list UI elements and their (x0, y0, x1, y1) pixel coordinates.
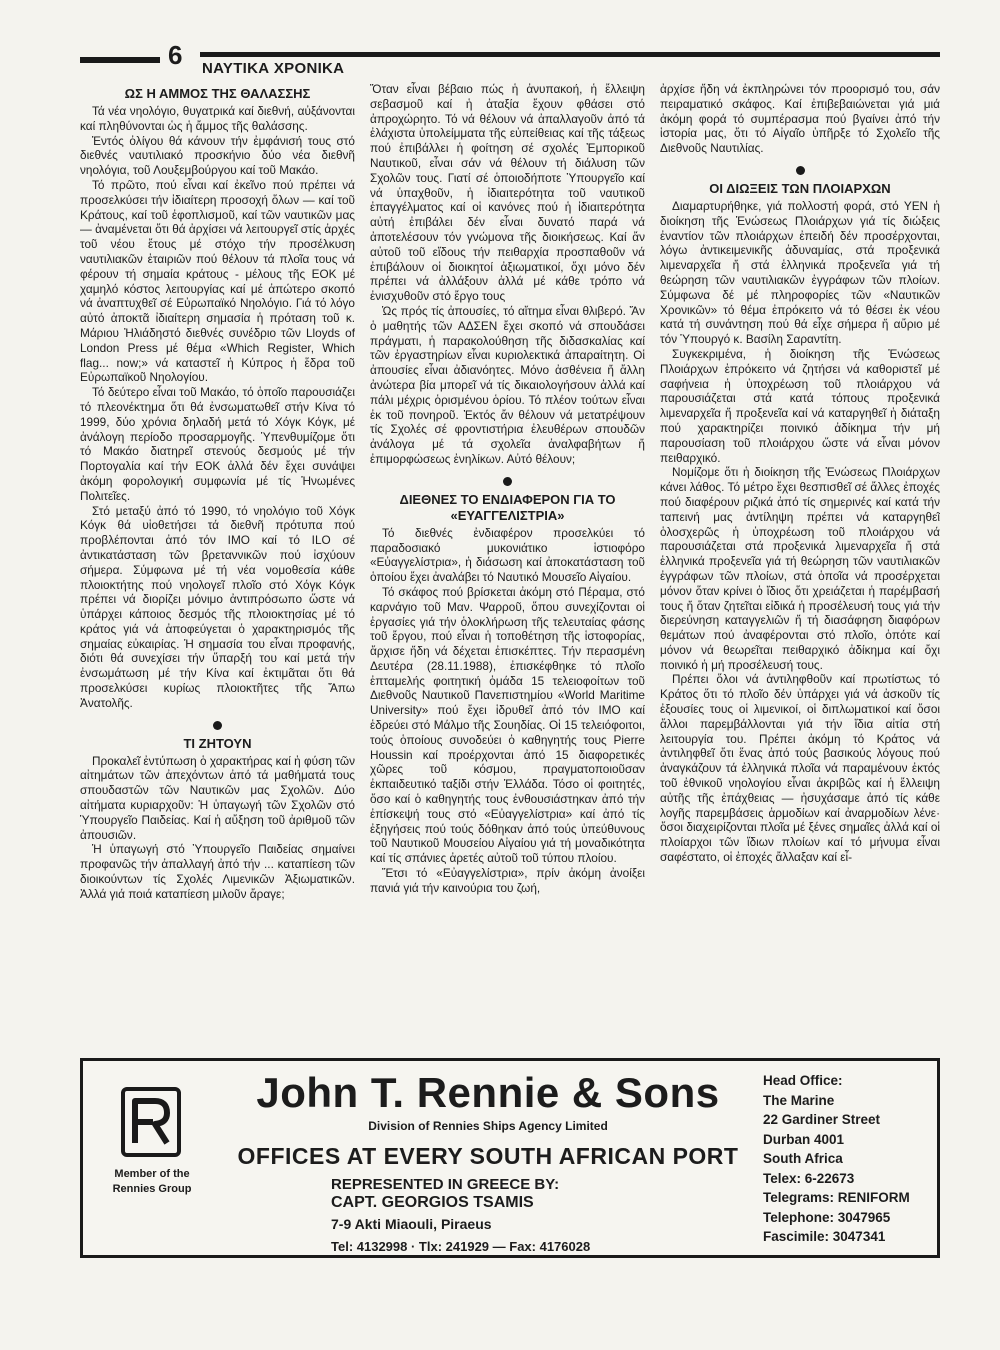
paragraph: Τό πρῶτο, πού εἶναι καί ἐκεῖνο πού πρέπει νά προσελκύσει τήν ἰδιαίτερη προσοχή ὅλων — καί τοῦ Κράτους, καί τοῦ ἐφοπλισμοῦ, καί τῶν ναυτικῶν μας — ἀναμένεται ὅτι θά ἀρχίσει νά λειτουργεῖ στίς ἀρχές τοῦ νέου ἔτους μέ στόχο τήν προσέλκυση ναυτιλιακῶν ἑταιριῶν πού θέλουν τά πλοῖα τους νά φέρουν τή σημαία κράτους - μέλους τῆς ΕΟΚ μέ χαμηλό κόστος λειτουργίας καί μέ ἀπώτερο σκοπό νά ἀναπτυχθεῖ σέ Εὐρωπαϊκό Νηολόγιο. Γιά τό λόγο αὐτό ἀποκτᾶ ἰδιαίτερη σημασία ἡ πρόταση τοῦ κ. Μάριου Ἠλιάδηστό διεθνές συνέδριο τῶν Lloyds of London Press μέ θέμα «Which Register, Which flag... now;» νά καταστεῖ ἡ Κύπρος ἡ ἕδρα τοῦ Εὐρωπαϊκοῦ Νηολογίου. (80, 177, 355, 385)
article-heading-sand: ΩΣ Η ΑΜΜΟΣ ΤΗΣ ΘΑΛΑΣΣΗΣ (124, 86, 311, 101)
header-rule-right (200, 52, 940, 57)
column-3 (660, 82, 940, 1040)
article-heading-captains: ΟΙ ΔΙΩΞΕΙΣ ΤΩΝ ΠΛΟΙΑΡΧΩΝ (709, 180, 891, 196)
offices-tagline: OFFICES AT EVERY SOUTH AFRICAN PORT (237, 1143, 739, 1169)
head-office-block (763, 1071, 910, 1247)
head-office-telex: Telex: 6-22673 (763, 1170, 855, 1186)
member-line-1: Member of the (114, 1168, 190, 1180)
paragraph: Ὡς πρός τίς ἀπουσίες, τό αἴτημα εἶναι θλιβερό. Ἄν ὁ μαθητής τῶν ΑΔΣΕΝ ἔχει σκοπό νά σπουδάσει πράγματι, ἡ παρακολούθηση τῆς διδασκαλίας καί τῶν ἐργαστηρίων εἶναι κυριολεκτικά ἀπαραίτητη. Οἱ ἀπουσίες εἶναι ἀδιανόητες. Μόνο ἀσθένεια ἤ ἄλλη ἀνώτερα βία μπορεῖ νά τίς δικαιολογήσουν ἀλλά καί πάλι μέχρις ὁρισμένου ὁρίου. Τό πλέον τούτων εἶναι ἐκ τοῦ πονηροῦ. Ἐκτός ἄν θέλουν νά μετατρέψουν τίς Σχολές σέ φροντιστήρια ἐλευθέρων σπουδῶν ἀνάλογα μέ τά σχολεῖα ἀναλφαβήτων ἤ ἐπιμορφώσεως ἐνηλίκων. Αὐτό θέλουν; (370, 303, 645, 466)
member-line-2: Rennies Group (112, 1183, 192, 1195)
paragraph: Στό μεταξύ ἀπό τό 1990, τό νηολόγιο τοῦ Χόγκ Κόγκ θά υἱοθετήσει τά διεθνῆ πρότυπα πού προβλέπονται ἀπό τόν ΙΜΟ καί τό ILO σέ ἀντικατάσταση τῶν βρεταννικῶν πού ἰσχύουν σήμερα. Σύμφωνα μέ τή νέα νομοθεσία κάθε πλοιοκτήτης πού νηολογεῖ πλοῖο στό Χόγκ Κόγκ πρέπει νά διορίζει μόνιμο ἀντιπρόσωπο ὥστε νά ὑπάρχει κάποιος δεσμός τῆς πλοιοκτησίας μέ τό κράτος γιά νά ἀποφεύγεται ὁ χαρακτηρισμός τῆς σημαίας εὐκαιρίας. Ἡ σημασία του εἶναι προφανής, διότι θά συνεχίσει τήν ὕπαρξή του καί μετά τήν ἐνσωμάτωση μέ τήν Κίνα καί ἐκτιμᾶται ὅτι θά προσελκύσει κυρίως πλοιοκτῆτες τῆς Ἄπω Ἀνατολῆς. (80, 503, 355, 710)
paragraph: Προκαλεῖ ἐντύπωση ὁ χαρακτήρας καί ἡ φύση τῶν αἰτημάτων τῶν ἀπεχόντων ἀπό τά μαθήματά τους σπουδαστῶν τῶν Ναυτικῶν μας Σχολῶν. Δύο αἰτήματα κυριαρχοῦν: Ἡ ὑπαγωγή τῶν Σχολῶν στό Ὑπουργεῖο Παιδείας. Καί ἡ αὔξηση τοῦ ἀριθμοῦ τῶν ἀπουσιῶν. (80, 753, 355, 842)
publication-title: ΝΑΥΤΙΚΑ ΧΡΟΝΙΚΑ (202, 60, 345, 77)
section-bullet (503, 477, 512, 486)
paragraph: Διαμαρτυρήθηκε, γιά πολλοστή φορά, στό ΥΕΝ ἡ διοίκηση τῆς Ἑνώσεως Πλοιάρχων γιά τίς διώξεις ἐναντίον τῶν πλοιάρχων ἐπειδή δέν προσέρχονται, λόγω ἀντικειμενικῆς ἀδυναμίας, στά προξενικά λιμεναρχεῖα ἤ στά ἑλληνικά προξενεῖα γιά τή θεώρηση τῶν ναυτιλιακῶν ἐγγράφων τῶν πλοίων. Σύμφωνα δέ μέ πληροφορίες τῶν «Ναυτικῶν Χρονικῶν» τό θέμα ἐπρόκειτο νά τό θέσει ἐκ νέου κατά τή συνάντηση πού θά εἶχε σήμερα ἤ αὔριο μέ τόν Ὑπουργό κ. Βασίλη Σαραντίτη. (660, 198, 940, 347)
representative-contact: Tel: 4132998 · Tlx: 241929 — Fax: 4176028 (331, 1239, 591, 1254)
company-name: John T. Rennie & Sons (256, 1069, 720, 1116)
paragraph: ἀρχίσε ἤδη νά ἐκπληρώνει τόν προορισμό του, σάν πειραματικό σκάφος. Καί ἐπιβεβαιώνεται γιά μιά ἀκόμη φορά τό συμπέρασμα πού βγαίνει ἀπό τήν ἱστορία μας, ὅτι τό Αἰγαῖο ὑπῆρξε τό Σχολεῖο τῆς Διεθνοῦς Ναυτιλίας. (660, 82, 940, 156)
head-office-label: Head Office: (763, 1073, 843, 1088)
head-office-fax: Fascimile: 3047341 (763, 1229, 886, 1244)
paragraph: Ἔτσι τό «Εὐαγγελίστρια», πρίν ἀκόμη ἀνοίξει πανιά γιά τήν καινούρια του ζωή, (370, 866, 645, 895)
representative-address: 7-9 Akti Miaouli, Piraeus (331, 1216, 492, 1232)
representative-name: CAPT. GEORGIOS TSAMIS (331, 1194, 534, 1211)
page-number: 6 (168, 40, 183, 70)
article-heading-evangelistria: ΔΙΕΘΝΕΣ ΤΟ ΕΝΔΙΑΦΕΡΟΝ ΓΙΑ ΤΟ «ΕΥΑΓΓΕΛΙΣΤΡΙΑ» (399, 491, 616, 523)
article-heading-demands: ΤΙ ΖΗΤΟΥΝ (183, 735, 252, 751)
paragraph: Ἐντός ὀλίγου θά κάνουν τήν ἐμφάνισή τους στό διεθνές ναυτιλιακό προσκήνιο δύο νέα διεθνῆ νηολόγια, τοῦ Λουξεμβούργου καί τοῦ Μακάο. (80, 133, 355, 178)
head-office-country: South Africa (763, 1151, 843, 1166)
head-office-telephone: Telephone: 3047965 (763, 1209, 891, 1225)
head-office-name: The Marine (763, 1092, 835, 1108)
paragraph: Τό σκάφος πού βρίσκεται ἀκόμη στό Πέραμα, στό καρνάγιο τοῦ Μαν. Ψαρροῦ, ὅπου συνεχίζονται οἱ ἐργασίες γιά τήν ὁλοκλήρωση τῆς τελευταίας φάσης τοῦ ἔργου, πού εἶναι ἡ τοποθέτηση τῆς ἱστοφορίας, ἄρχισε ἤδη νά δέχεται ἐπισκέπτες. Τήν περασμένη Δευτέρα (28.11.1988), ἐπισκέφθηκε τό πλοῖο ἐπταμελής φοιτητική ὁμάδα 15 τελειοφοίτων τοῦ Διεθνοῦς Ναυτικοῦ Πανεπιστημίου «World Maritime University» πού ἔχει ἱδρυθεῖ ἀπό τόν ΙΜΟ καί ἑδρεύει στό Μάλμο τῆς Σουηδίας. Οἱ 15 τελειόφοιτοι, τούς ὁποίους συνοδεύει ὁ καθηγητής τους Pierre Houssin καί προέρχονται ἀπό 15 διαφορετικές χῶρες τοῦ κόσμου, πραγματοποιοῦσαν ἐκπαιδευτικό ταξίδι στήν Ἑλλάδα. Τόσο οἱ φοιτητές, ὅσο καί ὁ καθηγητής τους ἐνθουσιάστηκαν ἀπό τήν ἐπίσκεψή τους στό «Εὐαγγελίστρια» καί ἀπό τίς ἐξηγήσεις πού τούς δόθηκαν ἀπό τούς ὑπεύθυνους τοῦ Ναυτικοῦ Μουσείου Αἰγαίου γιά τή μοναδικότητα καί τίς σπάνιες ἀρετές αὐτοῦ τοῦ τύπου πλοίου. (370, 584, 645, 866)
header-rule-left (80, 57, 160, 63)
paragraph: Τό διεθνές ἐνδιαφέρον προσελκύει τό παραδοσιακό μυκονιάτικο ἱστιοφόρο «Εὐαγγελίστρια», ἡ διάσωση καί ἀποκατάσταση τοῦ ὁποίου ἔχει ἀναλάβει τό Ναυτικό Μουσεῖο Αἰγαίου. (370, 525, 645, 585)
head-office-street: 22 Gardiner Street (763, 1112, 881, 1127)
column-2 (370, 82, 645, 1040)
paragraph: Συγκεκριμένα, ἡ διοίκηση τῆς Ἑνώσεως Πλοιάρχων ἐπρόκειτο νά ζητήσει νά καθοριστεῖ μέ σαφήνεια ἡ ὑποχρέωση τοῦ πλοιάρχου νά παρουσιάζεται στά κατά τόπους προξενικά λιμεναρχεῖα ἤ προξενεῖα καί νά καταργηθεῖ ἡ διάταξη πού χαρακτηρίζει ποινικό ἀδίκημα τήν μή παρουσίαση τοῦ πλοιάρχου ὥστε νά εἶναι μόνον πειθαρχικό. (660, 346, 940, 465)
section-bullet (213, 721, 222, 730)
paragraph: Τό δεύτερο εἶναι τοῦ Μακάο, τό ὁποῖο παρουσιάζει τό πλεονέκτημα ὅτι θά ἐνσωματωθεῖ στήν Κίνα τό 1999, δύο χρόνια δηλαδή μετά τό Χόγκ Κόγκ, μέ ἀνάλογη περίοδο προσαρμογῆς. Ὑπενθυμίζομε ὅτι τό Μακάο διατηρεῖ στενούς δεσμούς μέ τήν Πορτογαλία καί τήν ΕΟΚ ἀλλά δέν ἔχει συνάψει ἀκόμη φορολογική συμφωνία μέ τίς Ἡνωμένες Πολιτεῖες. (80, 385, 355, 503)
rennies-logo-icon (121, 1087, 181, 1157)
head-office-telegrams: Telegrams: RENIFORM (763, 1190, 910, 1205)
paragraph: Ὅταν εἶναι βέβαιο πώς ἡ ἀνυπακοή, ἡ ἔλλειψη σεβασμοῦ καί ἡ ἀταξία ἔχουν φθάσει στό ἀπροχώρητο. Τό νά θέλουν νά ἀπαλλαγοῦν ἀπό τά ἐλάχιστα ὑπολείμματα τῆς εὐπείθειας καί τῆς τάξεως πού ἐπιβάλλει ἡ φοίτηση σέ σχολές Ἐμπορικοῦ Ναυτικοῦ, εἶναι σάν νά θέλουν τή διάλυση τῶν Σχολῶν τους. Γιατί σέ ὁποιοδήποτε Ὑπουργεῖο καί νά ὑπαχθοῦν, ἡ ἰδιαιτερότητα τοῦ ναυτικοῦ ἐπαγγέλματος καί οἱ κανόνες πού ἡ ἰδιαιτερότητα αὐτή ἐπιβάλει δέν εἶναι δυνατό παρά νά ἀποτελέσουν τόν γνώμονα τῆς διοικήσεως. Καί ἄν αὐτοῦ τοῦ εἴδους τήν πειθαρχία προσπαθοῦν νά ἐπιβάλουν οἱ διοικητοί ἀξιωματικοί, ὄχι μόνο δέν πρέπει νά ἀλλάξουν ἀλλά μέ κάθε τρόπο νά ἐνισχυθοῦν στό ἔργο τους (370, 82, 645, 304)
head-office-city: Durban 4001 (763, 1131, 845, 1147)
represented-label: REPRESENTED IN GREECE BY: (331, 1176, 560, 1193)
paragraph: Τά νέα νηολόγιο, θυγατρικά καί διεθνή, αὐξάνονται καί πληθύνονται ὡς ἡ ἄμμος τῆς θαλάσσης. (80, 104, 355, 133)
paragraph: Νομίζομε ὅτι ἡ διοίκηση τῆς Ἑνώσεως Πλοιάρχων κάνει λάθος. Τό μέτρο ἔχει θεσπισθεῖ σέ ἄλλες ἐποχές πού διαφέρουν ριζικά ἀπό τίς σημερινές καί κατά τήν ταπεινή μας ἀντίληψη πρέπει νά καταργηθεῖ ὁλοσχερῶς ἡ ὑποχρέωση τοῦ πλοιάρχου νά παρουσιάζεται στά προξενικά λιμεναρχεῖα ἤ στά ἑλληνικά προξενεῖα γιά τή θεώρηση τῶν ναυτιλιακῶν ἐγγράφων τῶν πλοίων, στά ὁποῖα νά προσέρχεται μόνον ὅταν κρίνει ὁ ἴδιος ὅτι χρειάζεται ἡ παρέμβασή τους ἤ ὅταν ζητεῖται εἰδικά ἡ προσέλευσή τους γιά τήν διερεύνηση καταγγελιῶν ἤ τή διασάφηση διαφόρων θεμάτων πού ἀναφέρονται στό πλοῖο, ὁπότε καί μόνον νά θεωρεῖται πειθαρχικό ἀδίκημα καί ὄχι ποινικό ἡ μή προσέλευσή τους. (660, 465, 940, 672)
member-caption (97, 1167, 207, 1197)
paragraph: Πρέπει ὅλοι νά ἀντιληφθοῦν καί πρωτίστως τό Κράτος ὅτι τό πλοῖο δέν ὑπάρχει γιά νά ἀσκοῦν τίς ἐξουσίες τους οἱ λιμενικοί, οἱ διπλωματικοί καί ὅσοι ἄλλοι παρεμβάλλονται γιά τήν ἴδια αἰτία στή λειτουργία του. Πρέπει ἀκόμη τό Κράτος νά ἀντιληφθεῖ ὅτι ἕνας ἀπό τούς βασικούς λόγους πού ἀναγκάζουν τά ἑλληνικά πλοῖα νά παραμένουν ἐκτός τοῦ ἐθνικοῦ νηολογίου εἶναι ἀκριβῶς καί ἡ ἔλλειψη αὐτῆς τῆς ἐπάχθειας — ἠσυχάσαμε ἀπό τίς κάθε λογῆς παρεμβάσεις ἁρμοδίων καί ἀναρμοδίων λένε· ὅσοι διαχειρίζονται πλοῖα μέ ξένες σημαῖες ἀλλά καί οἱ πλοίαρχοι τῶν ἴδιων πλοίων καί τό μήνυμα εἶναι σαφέστατο, οἱ ἐποχές ἄλλαξαν καί εἶ- (660, 672, 940, 865)
advertisement (80, 1058, 940, 1258)
column-1 (80, 82, 355, 1040)
company-division: Division of Rennies Ships Agency Limited (368, 1119, 608, 1133)
section-bullet (796, 166, 805, 175)
paragraph: Ἡ ὑπαγωγή στό Ὑπουργεῖο Παιδείας σημαίνει προφανῶς τήν ἀπαλλαγή ἀπό τήν ... καταπίεση τῶν διοικούντων τίς Σχολές Λιμενικῶν Ἀξιωματικῶν. Ἀλλά γιά ποιά καταπίεση μιλοῦν ἄραγε; (80, 842, 355, 901)
